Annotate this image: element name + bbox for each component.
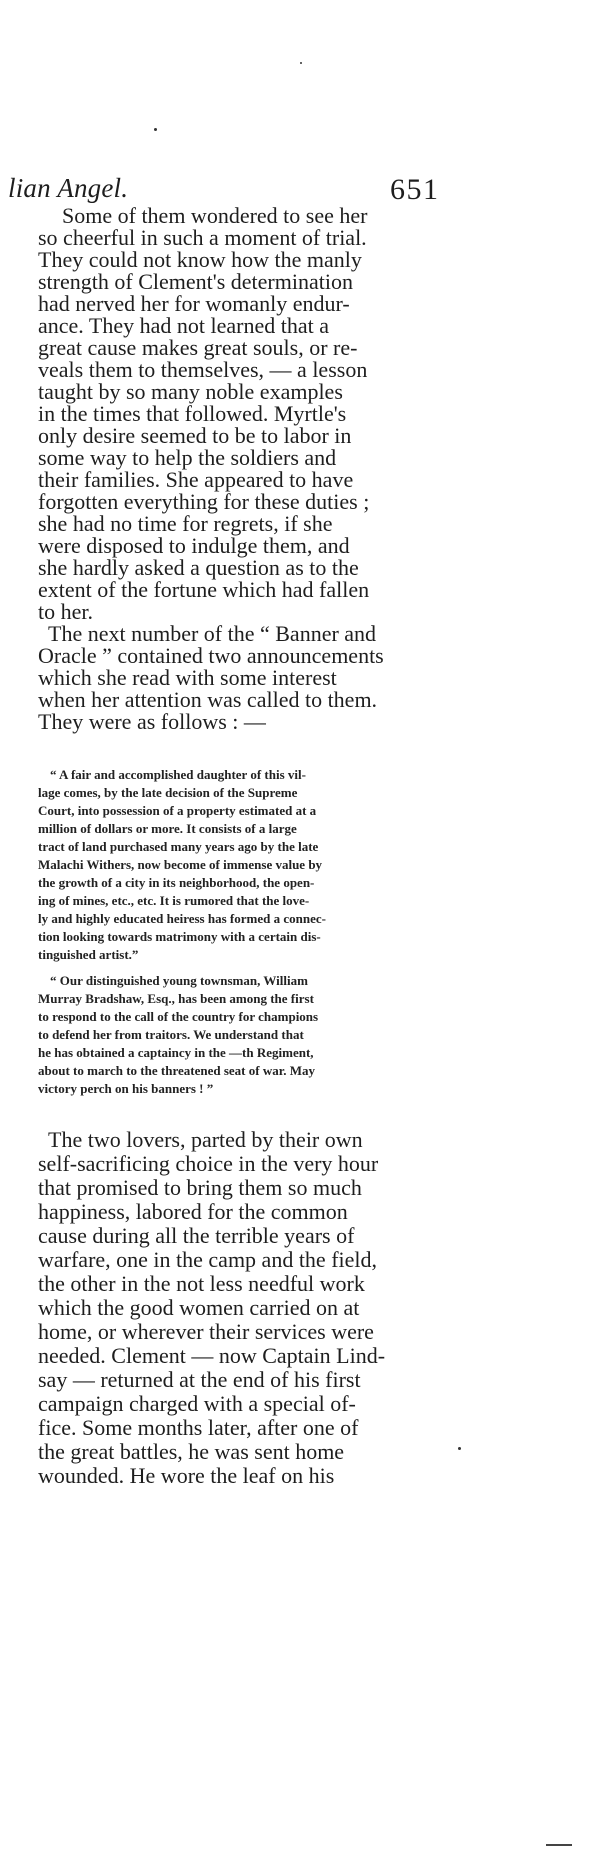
quote-line: lage comes, by the late decision of the Supreme xyxy=(38,785,298,800)
quote-line: tract of land purchased many years ago by the late xyxy=(38,839,319,854)
text-line: in the times that followed. Myrtle's xyxy=(38,401,347,426)
quote-line: tinguished artist.” xyxy=(38,947,139,962)
text-line: forgotten everything for these duties ; xyxy=(38,489,370,514)
text-line: the other in the not less needful work xyxy=(38,1271,365,1296)
print-speck xyxy=(458,1447,461,1450)
text-line: she hardly asked a question as to the xyxy=(38,555,359,580)
quote-line: “ A fair and accomplished daughter of this vil- xyxy=(50,767,306,782)
text-line: wounded. He wore the leaf on his xyxy=(38,1463,335,1488)
quote-line: about to march to the threatened seat of war. May xyxy=(38,1063,316,1078)
text-line: which she read with some interest xyxy=(38,665,337,690)
text-line: The two lovers, parted by their own xyxy=(48,1127,363,1152)
quote-line: Court, into possession of a property estimated at a xyxy=(38,803,317,818)
text-line: needed. Clement — now Captain Lind- xyxy=(38,1343,386,1368)
text-line: some way to help the soldiers and xyxy=(38,445,337,470)
text-line: their families. She appeared to have xyxy=(38,467,354,492)
text-line: so cheerful in such a moment of trial. xyxy=(38,225,367,250)
text-line: happiness, labored for the common xyxy=(38,1199,348,1224)
text-line: strength of Clement's determination xyxy=(38,269,353,294)
text-line: campaign charged with a special of- xyxy=(38,1391,356,1416)
text-line: home, or wherever their services were xyxy=(38,1319,374,1344)
print-speck xyxy=(154,128,157,131)
text-line: she had no time for regrets, if she xyxy=(38,511,333,536)
margin-dash-mark xyxy=(546,1844,572,1846)
quote-line: Murray Bradshaw, Esq., has been among the first xyxy=(38,991,314,1006)
text-line: to her. xyxy=(38,599,93,624)
print-speck xyxy=(300,62,302,64)
quote-line: the growth of a city in its neighborhood, the open- xyxy=(38,875,315,890)
text-line: taught by so many noble examples xyxy=(38,379,343,404)
text-line: extent of the fortune which had fallen xyxy=(38,577,370,602)
text-line: great cause makes great souls, or re- xyxy=(38,335,358,360)
text-line: fice. Some months later, after one of xyxy=(38,1415,359,1440)
text-line: only desire seemed to be to labor in xyxy=(38,423,352,448)
text-line: They were as follows : — xyxy=(38,709,266,734)
text-line: They could not know how the manly xyxy=(38,247,362,272)
quote-line: “ Our distinguished young townsman, William xyxy=(50,973,308,988)
text-line: Oracle ” contained two announcements xyxy=(38,643,384,668)
text-line: when her attention was called to them. xyxy=(38,687,378,712)
quote-line: ly and highly educated heiress has formed a connec- xyxy=(38,911,326,926)
text-line: Some of them wondered to see her xyxy=(62,203,368,228)
text-line: veals them to themselves, — a lesson xyxy=(38,357,368,382)
quote-line: million of dollars or more. It consists of a large xyxy=(38,821,297,836)
page-number: 651 xyxy=(390,173,440,206)
text-line: say — returned at the end of his first xyxy=(38,1367,361,1392)
quote-line: tion looking towards matrimony with a certain dis- xyxy=(38,929,321,944)
quote-line: to respond to the call of the country for champions xyxy=(38,1009,319,1024)
running-title: lian Angel. xyxy=(8,173,129,203)
quote-line: to defend her from traitors. We understand that xyxy=(38,1027,304,1042)
quote-line: Malachi Withers, now become of immense value by xyxy=(38,857,323,872)
text-line: self-sacrificing choice in the very hour xyxy=(38,1151,379,1176)
quote-line: victory perch on his banners ! ” xyxy=(38,1081,214,1096)
text-line: that promised to bring them so much xyxy=(38,1175,362,1200)
text-line: were disposed to indulge them, and xyxy=(38,533,350,558)
text-line: ance. They had not learned that a xyxy=(38,313,329,338)
quote-line: he has obtained a captaincy in the —th Regiment, xyxy=(38,1045,314,1060)
text-line: warfare, one in the camp and the field, xyxy=(38,1247,378,1272)
quote-line: ing of mines, etc., etc. It is rumored that the love- xyxy=(38,893,310,908)
text-line: which the good women carried on at xyxy=(38,1295,360,1320)
text-line: cause during all the terrible years of xyxy=(38,1223,355,1248)
text-line: The next number of the “ Banner and xyxy=(48,621,377,646)
text-line: had nerved her for womanly endur- xyxy=(38,291,350,316)
text-line: the great battles, he was sent home xyxy=(38,1439,345,1464)
